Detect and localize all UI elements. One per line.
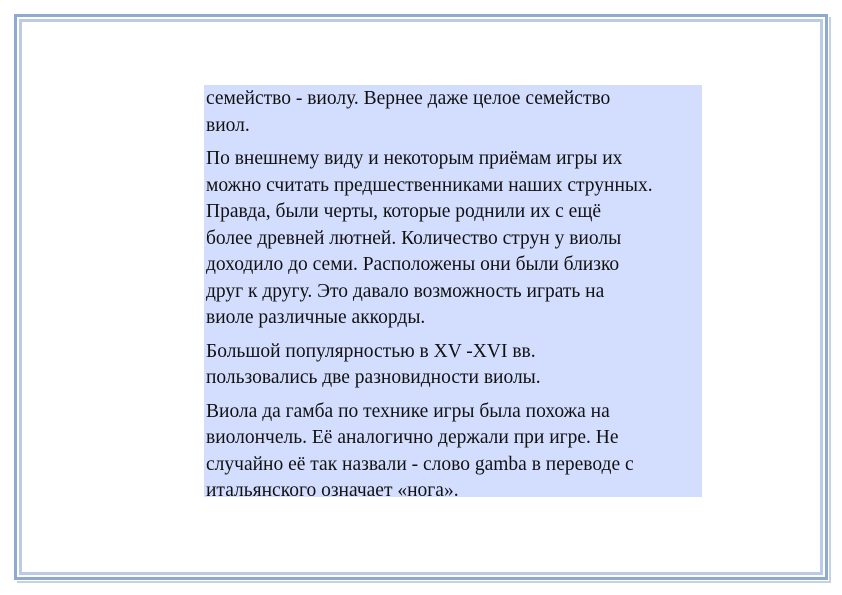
paragraph-viol-popularity: Большой популярностью в XV -XVI вв. пользовались две разновидности виолы. [206, 340, 541, 388]
slide-text-block [204, 85, 702, 501]
paragraph-viol-family: семейство - виолу. Вернее даже целое семейство виол. [206, 88, 611, 136]
paragraph-viol-description: По внешнему виду и некоторым приёмам игры их можно считать предшественниками наших струнных. Правда, были черты, которые роднили их с ещё более древней лютней. Количество струн у виолы доходило до семи. Расположены они были близко друг к другу. Это давало возможность играть на виоле различные аккорды. [206, 148, 653, 328]
paragraph-viola-da-gamba: Виола да гамба по технике игры была похожа на виолончель. Её аналогично держали при игре. Не случайно её так назвали - слово gamba в переводе с итальянского означает «нога». [206, 400, 634, 501]
